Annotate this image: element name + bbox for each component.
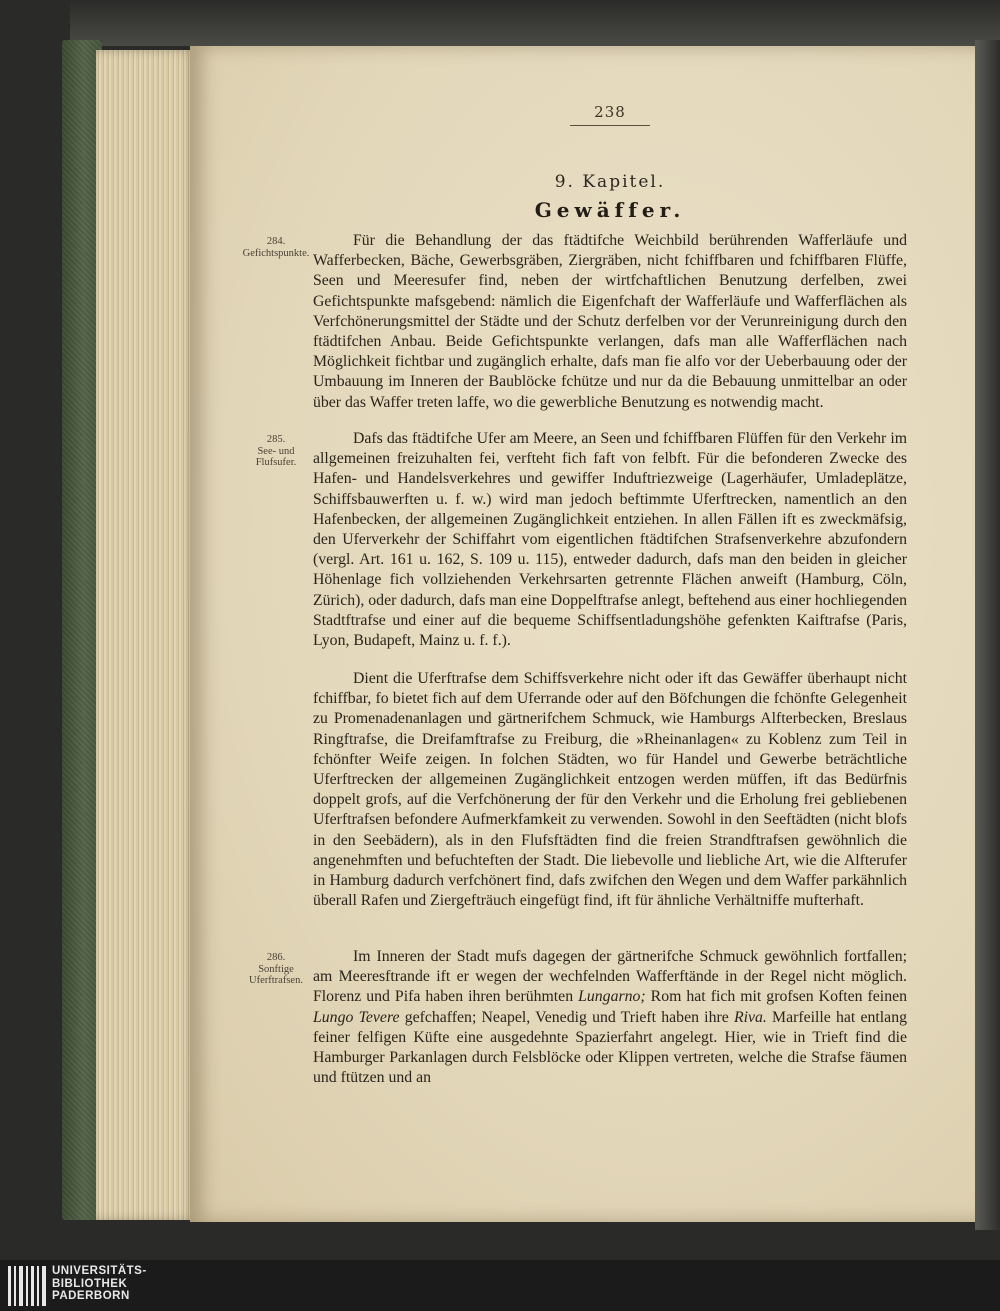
paragraph-286 xyxy=(313,947,907,1088)
margin-note-284 xyxy=(238,236,314,259)
barcode-logo-icon xyxy=(8,1266,46,1306)
library-name-line: BIBLIOTHEK xyxy=(52,1277,128,1290)
paragraph-text: Dient die Uferftrafse dem Schiffsverkehre nicht oder ift das Gewäffer überhaupt nicht fchiffbar, fo bietet fich auf dem Uferrande oder auf den Böfchungen die fchönfte Gelegenheit zu Promenadenanlagen und gärtnerifchem Schmuck, wie Hamburgs Alfterbecken, Breslaus Ringftrafse, die Dreifamftrafse zu Freiburg, die »Rheinanlagen« zu Koblenz zum Teil in fchönfter Weife zeigen. In folchen Städten, wo für Handel und Gewerbe beträchtliche Uferftrecken der allgemeinen Zugänglichkeit entzogen werden müffen, ift das Bedürfnis doppelt grofs, auf die Verfchönerung der für den Verkehr und die Erholung frei gebliebenen Uferftrafsen befondere Aufmerkfamkeit zu verwenden. Sowohl in den Seeftädten (nicht blofs in den Seebädern), als in den Flufsftädten find die freien Strandftrafsen gewöhnlich die angenehmften und befuchteften der Stadt. Die liebevolle und liebliche Art, wie die Alfterufer in Hamburg dadurch verfchönert find, dafs zwifchen den Wegen und dem Waffer parkähnlich überall Rafen und Ziergefträuch eingefügt find, ift für ähnliche Verhältniffe mufterhaft. xyxy=(313,670,907,910)
page-number: 238 xyxy=(570,103,650,126)
library-name-line: PADERBORN xyxy=(52,1290,130,1302)
text-run: Im Inneren der Stadt mufs dagegen der gärtnerifche Schmuck gewöhnlich fortfallen; am Meeresftrande ift er wegen der wechfelnden Wafferftände in der Regel nicht möglich. Florenz und Pifa haben ihren berühmten xyxy=(313,948,907,1006)
paragraph-text: Für die Behandlung der das ftädtifche Weichbild berührenden Wafferläufe und Wafferbecken, Bäche, Gewerbsgräben, Ziergräben, nicht fchiffbaren und fchiffbaren Flüffe, Seen und Meeresufer find, neben der wirtfchaftlichen Benutzung derfelben, zwei Gefichtspunkte mafsgebend: nämlich die Eigenfchaft der Wafferläufe und Wafferflächen als Verfchönerungsmittel der Städte und der Schutz derfelben vor der Verunreinigung durch den ftädtifchen Anbau. Beide Gefichtspunkte verlangen, dafs man alle Wafferflächen nach Möglichkeit fichtbar und zugänglich erhalte, dafs man fie alfo vor der Ueberbauung oder der Umbauung im Inneren der Baublöcke fchütze und nur da die Bebauung unmittelbar an oder über das Waffer treten laffe, wo die gewerbliche Benutzung es notwendig macht. xyxy=(313,232,907,411)
chapter-title: Gewäffer. xyxy=(534,198,686,222)
margin-note-285 xyxy=(238,434,314,469)
italic-term: Lungo Tevere xyxy=(313,1008,400,1026)
margin-note-number: 286. xyxy=(266,952,286,963)
page-stack xyxy=(96,50,196,1220)
italic-term: Lungarno; xyxy=(578,988,646,1006)
text-run: Rom hat fich mit grofsen Koften feinen xyxy=(645,988,907,1006)
library-name-line: UNIVERSITÄTS- xyxy=(52,1265,147,1277)
paragraph-text xyxy=(313,947,907,1088)
chapter-heading: 9. Kapitel. xyxy=(554,172,666,192)
paragraph-285-cont xyxy=(313,669,907,911)
right-edge xyxy=(975,40,1000,1230)
margin-note-label: See- und Flufsufer. xyxy=(255,445,297,468)
top-edge xyxy=(70,0,1000,46)
margin-note-label: Sonftige Uferftrafsen. xyxy=(249,963,303,986)
text-run: gefchaffen; Neapel, Venedig und Trieft haben ihre xyxy=(399,1008,734,1026)
margin-note-label: Gefichtspunkte. xyxy=(242,247,310,259)
margin-note-286 xyxy=(238,952,314,987)
margin-note-number: 284. xyxy=(266,236,286,247)
italic-term: Riva. xyxy=(733,1008,767,1026)
paragraph-285 xyxy=(313,429,907,651)
library-name xyxy=(52,1265,147,1303)
library-footer xyxy=(0,1260,1000,1311)
text-run: Marfeille hat entlang feiner felfigen Küfte eine ausgedehnte Spazierfahrt angelegt. Hier, wie in Trieft find die Hamburger Parkanlagen durch Felsblöcke oder Klippen vertreten, welche die Strafse fäumen und ftützen und an xyxy=(313,1008,907,1087)
paragraph-284 xyxy=(313,231,907,413)
paragraph-text: Dafs das ftädtifche Ufer am Meere, an Seen und fchiffbaren Flüffen für den Verkehr im allgemeinen freizuhalten fei, verfteht fich faft von felbft. Für die befonderen Zwecke des Hafen- und Handelsverkehres und gewiffer Induftriezweige (Lagerhäufer, Umladeplätze, Schiffsbauwerften u. f. w.) wird man jedoch beftimmte Uferftrecken, namentlich an den Hafenbecken, der allgemeinen Zugänglichkeit entziehen. In allen Fällen ift es zweckmäfsig, den Uferverkehr der Schiffahrt vom eigentlichen ftädtifchen Strafsenverkehre abzufondern (vergl. Art. 161 u. 162, S. 109 u. 115), entweder dadurch, dafs man den beiden in gleicher Höhenlage fich vollziehenden Verkehrsarten getrennte Flächen anweift (Hamburg, Cöln, Zürich), oder dadurch, dafs man eine Doppelftrafse anlegt, beftehend aus einer hochliegenden Stadtftrafse und einer auf die bequeme Schiffsentladungshöhe gefenkten Kaiftrafse (Paris, Lyon, Budapeft, Mainz u. f. f.). xyxy=(313,430,907,650)
margin-note-number: 285. xyxy=(266,434,286,445)
